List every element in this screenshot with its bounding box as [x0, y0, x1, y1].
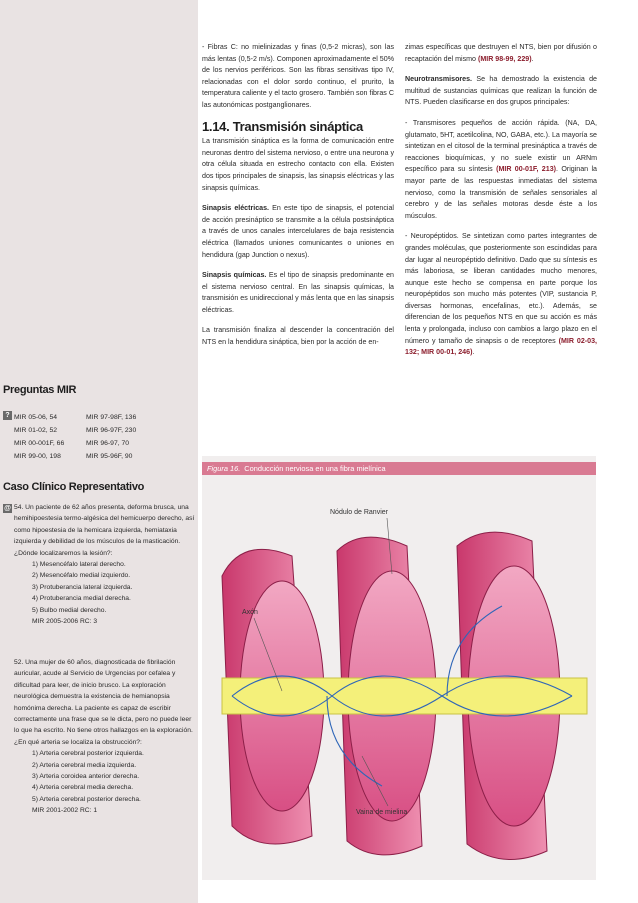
case-option: 1) Arteria cerebral posterior izquierda. — [32, 750, 144, 758]
case-option: 5) Bulbo medial derecho. — [32, 606, 107, 614]
case-option: 2) Arteria cerebral media izquierda. — [32, 761, 137, 769]
case-icon: @ — [4, 505, 11, 512]
term-electricas: Sinapsis eléctricas. — [202, 204, 270, 213]
text-continuation: zimas específicas que destruyen el NTS, bien por difusión o recaptación del mismo — [405, 43, 597, 63]
text-neuropeptidos: - Neuropéptidos. Se sintetizan como partes integrantes de grandes moléculas, que posteriormente son escindidas para dar lugar al neuropéptido definitivo. Dado que su síntesis es más laboriosa, se liberan cantidades mucho menores, aunque este hecho se compensa en parte porque los neuropéptidos son mucho más potentes (VIP, sustancia P, diversas hormonas, encefalinas, etc.). Además, se diferencian de los pequeños NTS en que su acción es más lenta y prolongada, incluso con cambios a largo plazo en el número y tamaño de sinapsis o de receptores — [405, 232, 597, 345]
mir-references-list — [14, 411, 194, 463]
paragraph-neuropeptidos: - Neuropéptidos. Se sintetizan como partes integrantes de grandes moléculas, que posteriormente son escindidas para dar lugar al neuropéptido definitivo. Dado que su síntesis es más laboriosa, se liberan cantidades mucho menores, aunque este hecho se compensa en parte porque los neuropéptidos son mucho más potentes (VIP, sustancia P, diversas hormonas, encefalinas, etc.). Además, se diferencian de los pequeños NTS en que su acción es más lenta y prolongada, incluso con cambios a largo plazo en el número y tamaño de sinapsis o de receptores (MIR 02-03, 132; MIR 00-01, 246). — [405, 232, 597, 357]
label-nodulo-ranvier: Nódulo de Ranvier — [330, 509, 388, 516]
case-option: 1) Mesencéfalo lateral derecho. — [32, 561, 126, 569]
text-pequenos: - Transmisores pequeños de acción rápida. (NA, DA, glutamato, 5HT, acetilcolina, NO, GABA, etc.). La mayoría se sintetizan en el citosol de la terminal presináptica a través de reacciones bioquímicas, y no suele existir un ARNm específico para su síntesis — [405, 118, 597, 174]
label-vaina-mielina: Vaina de mielina — [356, 809, 408, 816]
case-option: 4) Arteria cerebral media derecha. — [32, 784, 134, 792]
caso-clinico-title: Caso Clínico Representativo — [3, 481, 145, 493]
paragraph-neurotransmisores — [405, 74, 597, 109]
text-column-2 — [405, 42, 597, 368]
case-option: 3) Arteria coroidea anterior derecha. — [32, 773, 140, 781]
mir-ref: (MIR 02-03, 132; MIR 00-01, 246) — [405, 336, 597, 357]
mir-item: MIR 99-00, 198 — [14, 453, 61, 460]
mir-item: MIR 01-02, 52 — [14, 427, 58, 434]
mir-item: MIR 95-96F, 90 — [86, 453, 133, 460]
case-question: 54. Un paciente de 62 años presenta, deforma brusca, una hemihipoestesia termo-algésica del hemicuerpo derecho, así como hipoestesia de la hemicara izquierda, hemiataxia izquierda y debilidad de los músculos de la masticación. ¿Dónde localizaremos la lesión?: — [14, 504, 195, 557]
paragraph-fibras-c: - Fibras C: no mielinizadas y finas (0,5-2 micras), son las más lentas (0,5-2 m/s). Componen aproximadamente el 50% de los nervios periféricos. Son las fibras sensitivas tipo IV, relacionadas con el dolor sordo continuo, el prurito, la temperatura caliente y el tacto grosero. También son fibras C las autonómicas postganglionares. — [202, 43, 394, 109]
paragraph-sinapsis-quimicas — [202, 270, 394, 316]
figure-caption-text: Conducción nerviosa en una fibra mielínica — [244, 464, 386, 473]
mir-ref: (MIR 00-01F, 213) — [496, 165, 556, 174]
mir-item: MIR 05-06, 54 — [14, 414, 58, 421]
case-question: 52. Una mujer de 60 años, diagnosticada de fibrilación auricular, acude al Servicio de Urgencias por cefalea y dificultad para leer, de inicio brusco. La exploración neurológica demuestra la existencia de hemianopsia homónima derecha. La paciente es capaz de escribir correctamente una frase que se le dicta, pero no puede leer lo que ha escrito. No tiene otros hallazgos en la exploración. ¿En qué arteria se localiza la obstrucción?: — [14, 659, 193, 746]
mir-item: MIR 00-001F, 66 — [14, 440, 65, 447]
case-option: 2) Mesencéfalo medial izquierdo. — [32, 572, 131, 580]
text-pequenos-2: . Originan la mayor parte de las respuestas inmediatas del sistema nervioso, como la transmisión de señales sensoriales al cerebro y de las señales motoras desde éste a los músculos. — [405, 165, 598, 220]
case-option: 4) Protuberancia medial derecha. — [32, 595, 131, 603]
question-icon: ? — [3, 411, 12, 420]
paragraph-sinapsis-electricas — [202, 203, 394, 261]
paragraph-intro: La transmisión sináptica es la forma de comunicación entre neuronas dentro del sistema nervioso, o entre una neurona y otra célula situada en estrecho contacto con ella. Existen dos tipos principales de sinapsis, las sinapsis eléctricas y las sinapsis químicas. — [202, 137, 394, 192]
case-answer: MIR 2005-2006 RC: 3 — [32, 618, 98, 626]
paragraph-continuation: zimas específicas que destruyen el NTS, bien por difusión o recaptación del mismo (MIR 98-99, 229). — [405, 43, 597, 63]
axon-core — [222, 678, 587, 714]
section-heading: 1.14. Transmisión sináptica — [202, 118, 363, 134]
mir-item: MIR 97-98F, 136 — [86, 414, 137, 421]
text-column-1 — [202, 42, 394, 358]
text-quimicas: Es el tipo de sinapsis predominante en el sistema nervioso central. En las sinapsis químicas, la transmisión es unidireccional y más lenta que en las sinapsis eléctricas. — [202, 271, 394, 314]
figure-myelinated-fiber — [202, 456, 596, 880]
preguntas-mir-title: Preguntas MIR — [3, 384, 77, 396]
clinical-case-2 — [14, 657, 196, 817]
text-electricas: En este tipo de sinapsis, el potencial de acción presináptico se transmite a la célula postsináptica a través de unos canales intercelulares de baja resistencia eléctrica (llamados uniones comunicantes o uniones en hendidura (gap Junction o nexus). — [202, 204, 394, 259]
mir-ref: (MIR 98-99, 229) — [477, 54, 532, 63]
paragraph-final: La transmisión finaliza al descender la concentración del NTS en la hendidura sináptica, bien por la acción de en- — [202, 326, 394, 347]
mir-item: MIR 96-97, 70 — [86, 440, 130, 447]
term-neurotransmisores: Neurotransmisores. — [405, 75, 473, 84]
case-option: 5) Arteria cerebral posterior derecha. — [32, 795, 141, 803]
label-axon: Axón — [242, 609, 258, 616]
myelinated-fiber-illustration — [202, 456, 596, 880]
case-option: 3) Protuberancia lateral izquierda. — [32, 583, 133, 591]
text-neurotransmisores: Se ha demostrado la existencia de multitud de sustancias químicas que realizan la función de NTS. Pueden clasificarse en dos grupos principales: — [405, 75, 597, 107]
term-quimicas: Sinapsis químicas. — [202, 271, 267, 280]
mir-item: MIR 96-97F, 230 — [86, 427, 137, 434]
clinical-case-1 — [14, 502, 196, 627]
case-answer: MIR 2001-2002 RC: 1 — [32, 807, 98, 815]
paragraph-transmisores-pequenos — [405, 118, 597, 222]
figure-number: Figura 16. — [207, 464, 241, 473]
